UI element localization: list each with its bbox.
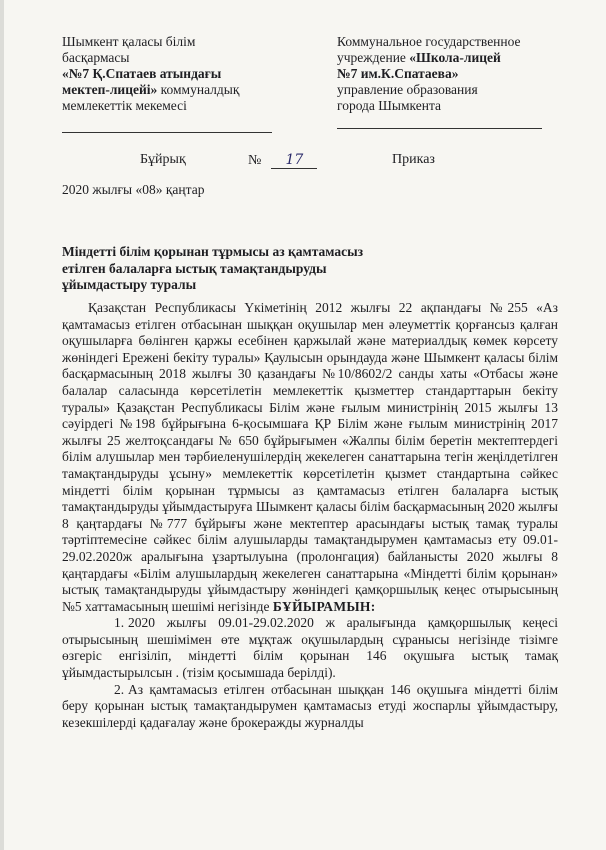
header-right-rule xyxy=(337,128,542,129)
header-left-line4-bold: мектеп-лицейі» xyxy=(62,82,158,97)
preamble-paragraph xyxy=(62,300,558,615)
header-right-line2 xyxy=(337,50,577,66)
order-item-1 xyxy=(62,615,558,681)
order-label-ru: Приказ xyxy=(392,152,435,167)
header-left-line3: «№7 Қ.Спатаев атындағы xyxy=(62,66,222,81)
preamble-text: Қазақстан Республикасы Үкіметінің 2012 жылғы 22 ақпандағы №255 «Аз қамтамасыз етілген отбасынан шыққан оқушылар мен әлеуметтік қорғансыз қалған оқушыларға бөлінген қаржы есебінен қаржылай және материалдық көмек көрсету жөніндегі Ережені бекіту туралы» Қаулысын орындауда және Шымкент қаласы білім басқармасының 2018 жылғы 30 қазандағы №10/8602/2 санды хаты «Отбасы және балалар саласында көрсетілетін мемлекеттік қызметтер стандарттарын бекіту туралы» Қазақстан Республикасы Білім және ғылым министрінің 2015 жылғы 13 сәуірдегі №198 бұйрығына 6-қосымшаға ҚР Білім және ғылым министрінің 2017 жылғы 25 желтоқсандағы № 650 бұйрығымен «Жалпы білім беретін мектептердегі білім алушылар мен тәрбиеленушілердің жекелеген санаттарына тегін жеңілдетілген тамақтандыруды ұсыну» мемлекеттік көрсетілетін қызмет стандартына сәйкес міндетті білім қорынан тұрмысы аз қамтамасыз етілген балаларға ыстық тамақтандыруды ұйымдастыруға Шымкент қаласы білім басқармасының 2020 жылғы 8 қаңтардағы №777 бұйрығы және мектептер арасындағы ыстық тамақ туралы тәртіптемесіне сәйкес білім алушыларды тамақтандырумен қамтамасыз ету 09.01-29.02.2020ж аралығына ұзартылуына (пролонгация) байланысты 2020 жылғы 8 қаңтардағы «Білім алушылардың жекелеген санаттарына «Міндетті білім қорынан» ыстық тамақтандыруды ұйымдастыру жөніндегі қамқоршылық кеңес отырысының №5 хаттамасының шешімі негізінде xyxy=(62,300,558,614)
header-right-line4: управление образования xyxy=(337,82,478,97)
document-body xyxy=(62,300,558,731)
item-1-number: 1. xyxy=(114,615,125,631)
header-left-rule xyxy=(62,132,272,133)
header-right-line2-bold: «Школа-лицей xyxy=(409,50,501,65)
order-number-block xyxy=(248,152,317,169)
order-label-kz: Бұйрық xyxy=(140,152,186,167)
header-left-line4-rest: коммуналдық xyxy=(157,82,240,97)
header-right-line5: города Шымкента xyxy=(337,98,442,113)
header-left-line5: мемлекеттік мекемесі xyxy=(62,98,187,113)
number-sign: № xyxy=(248,153,262,168)
header-left-line2: басқармасы xyxy=(62,50,130,65)
header-left-line4 xyxy=(62,82,292,98)
header-right-line3: №7 им.К.Спатаева» xyxy=(337,66,459,81)
order-date: 2020 жылғы «08» қаңтар xyxy=(62,182,205,197)
scan-edge xyxy=(0,0,4,850)
item-1-text: 2020 жылғы 09.01-29.02.2020 ж аралығында қамқоршылық кеңесі отырысының шешімімен өте мұқтаж оқушылардың сұранысы негізінде тізімге өзгеріс енгізіліп, міндетті білім қорынан 146 оқушыға ыстық тамақ ұйымдастырылсын . (тізім қосымшада берілді). xyxy=(62,615,558,681)
orders-heading: БҰЙЫРАМЫН: xyxy=(272,598,376,614)
order-item-2 xyxy=(62,682,558,732)
header-right-line1: Коммунальное государственное xyxy=(337,34,521,49)
document-title: Міндетті білім қорынан тұрмысы аз қамтамасыз етілген балаларға ыстық тамақтандыруды ұйымдастыру туралы xyxy=(62,244,364,292)
header-russian xyxy=(337,34,577,114)
header-kazakh xyxy=(62,34,292,114)
header-left-line1: Шымкент қаласы білім xyxy=(62,34,196,49)
item-2-number: 2. xyxy=(114,681,125,697)
item-2-text: Аз қамтамасыз етілген отбасынан шыққан 146 оқушыға міндетті білім беру қорынан ыстық тамақтандырумен қамтамасыз етуді жоспарлы ұйымдастыру, кезекшілерді қадағалау және брокеражды журналды xyxy=(62,681,558,730)
header-right-line2-plain: учреждение xyxy=(337,50,410,65)
order-number: 17 xyxy=(271,152,317,169)
